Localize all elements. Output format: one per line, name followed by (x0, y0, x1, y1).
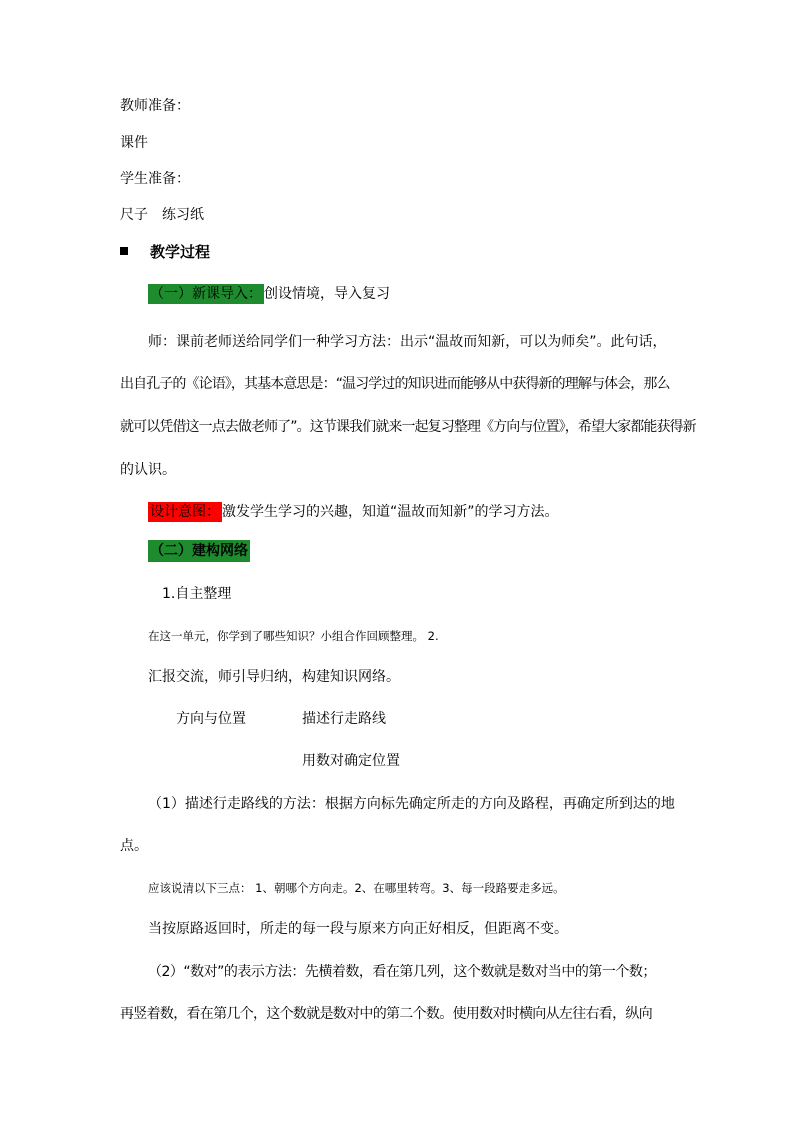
intro-highlight: （一）新课导入： (150, 286, 262, 302)
intro-para-line-4: 的认识。 (120, 462, 176, 478)
tree-branch-1: 描述行走路线 (302, 711, 386, 727)
method1-return-note: 当按原路返回时，所走的每一段与原来方向正好相反，但距离不变。 (148, 921, 568, 937)
method2-line-1: （2）“数对”的表示方法：先横着数，看在第几列，这个数就是数对当中的第一个数； (148, 964, 656, 980)
network-heading: （二）建构网络 (148, 540, 250, 562)
network-heading-line (148, 542, 250, 560)
method1-line-2: 点。 (120, 838, 148, 854)
design-intent (148, 503, 559, 521)
tree-root: 方向与位置 (176, 711, 246, 727)
intro-heading-rest: 创设情境，导入复习 (264, 286, 390, 302)
intro-para-line-2: 出自孔子的《论语》，其基本意思是：“温习学过的知识进而能够从中获得新的理解与体会，那么 (120, 376, 670, 392)
section-title: 教学过程 (150, 243, 211, 261)
teacher-prep-label: 教师准备： (120, 98, 190, 114)
section-heading (120, 243, 210, 262)
student-prep-item: 尺子 练习纸 (120, 207, 204, 223)
student-prep-label: 学生准备： (120, 171, 190, 187)
design-intent-text: 激发学生学习的兴趣，知道“温故而知新”的学习方法。 (222, 504, 559, 520)
step1-title: 1.自主整理 (162, 586, 232, 602)
teacher-prep-item: 课件 (120, 135, 148, 151)
design-intent-label: 设计意图： (150, 504, 220, 520)
intro-heading (148, 285, 390, 303)
tree-branch-2: 用数对确定位置 (302, 753, 400, 769)
square-bullet-icon (120, 247, 128, 255)
intro-para-line-3: 就可以凭借这一点去做老师了”。这节课我们就来一起复习整理《方向与位置》，希望大家都能获得新 (120, 419, 696, 435)
method2-line-2: 再竖着数，看在第几个，这个数就是数对中的第二个数。使用数对时横向从左往右看，纵向 (120, 1006, 652, 1022)
method1-line-1: （1）描述行走路线的方法：根据方向标先确定所走的方向及路程，再确定所到达的地 (148, 796, 675, 812)
intro-para-line-1: 师：课前老师送给同学们一种学习方法：出示“温故而知新，可以为师矣”。此句话， (148, 334, 667, 350)
method1-points: 应该说清以下三点： 1、朝哪个方向走。2、在哪里转弯。3、每一段路要走多远。 (148, 881, 565, 895)
step2-text: 汇报交流，师引导归纳，构建知识网络。 (148, 669, 400, 685)
step1-detail: 在这一单元，你学到了哪些知识？小组合作回顾整理。 2. (148, 629, 439, 643)
